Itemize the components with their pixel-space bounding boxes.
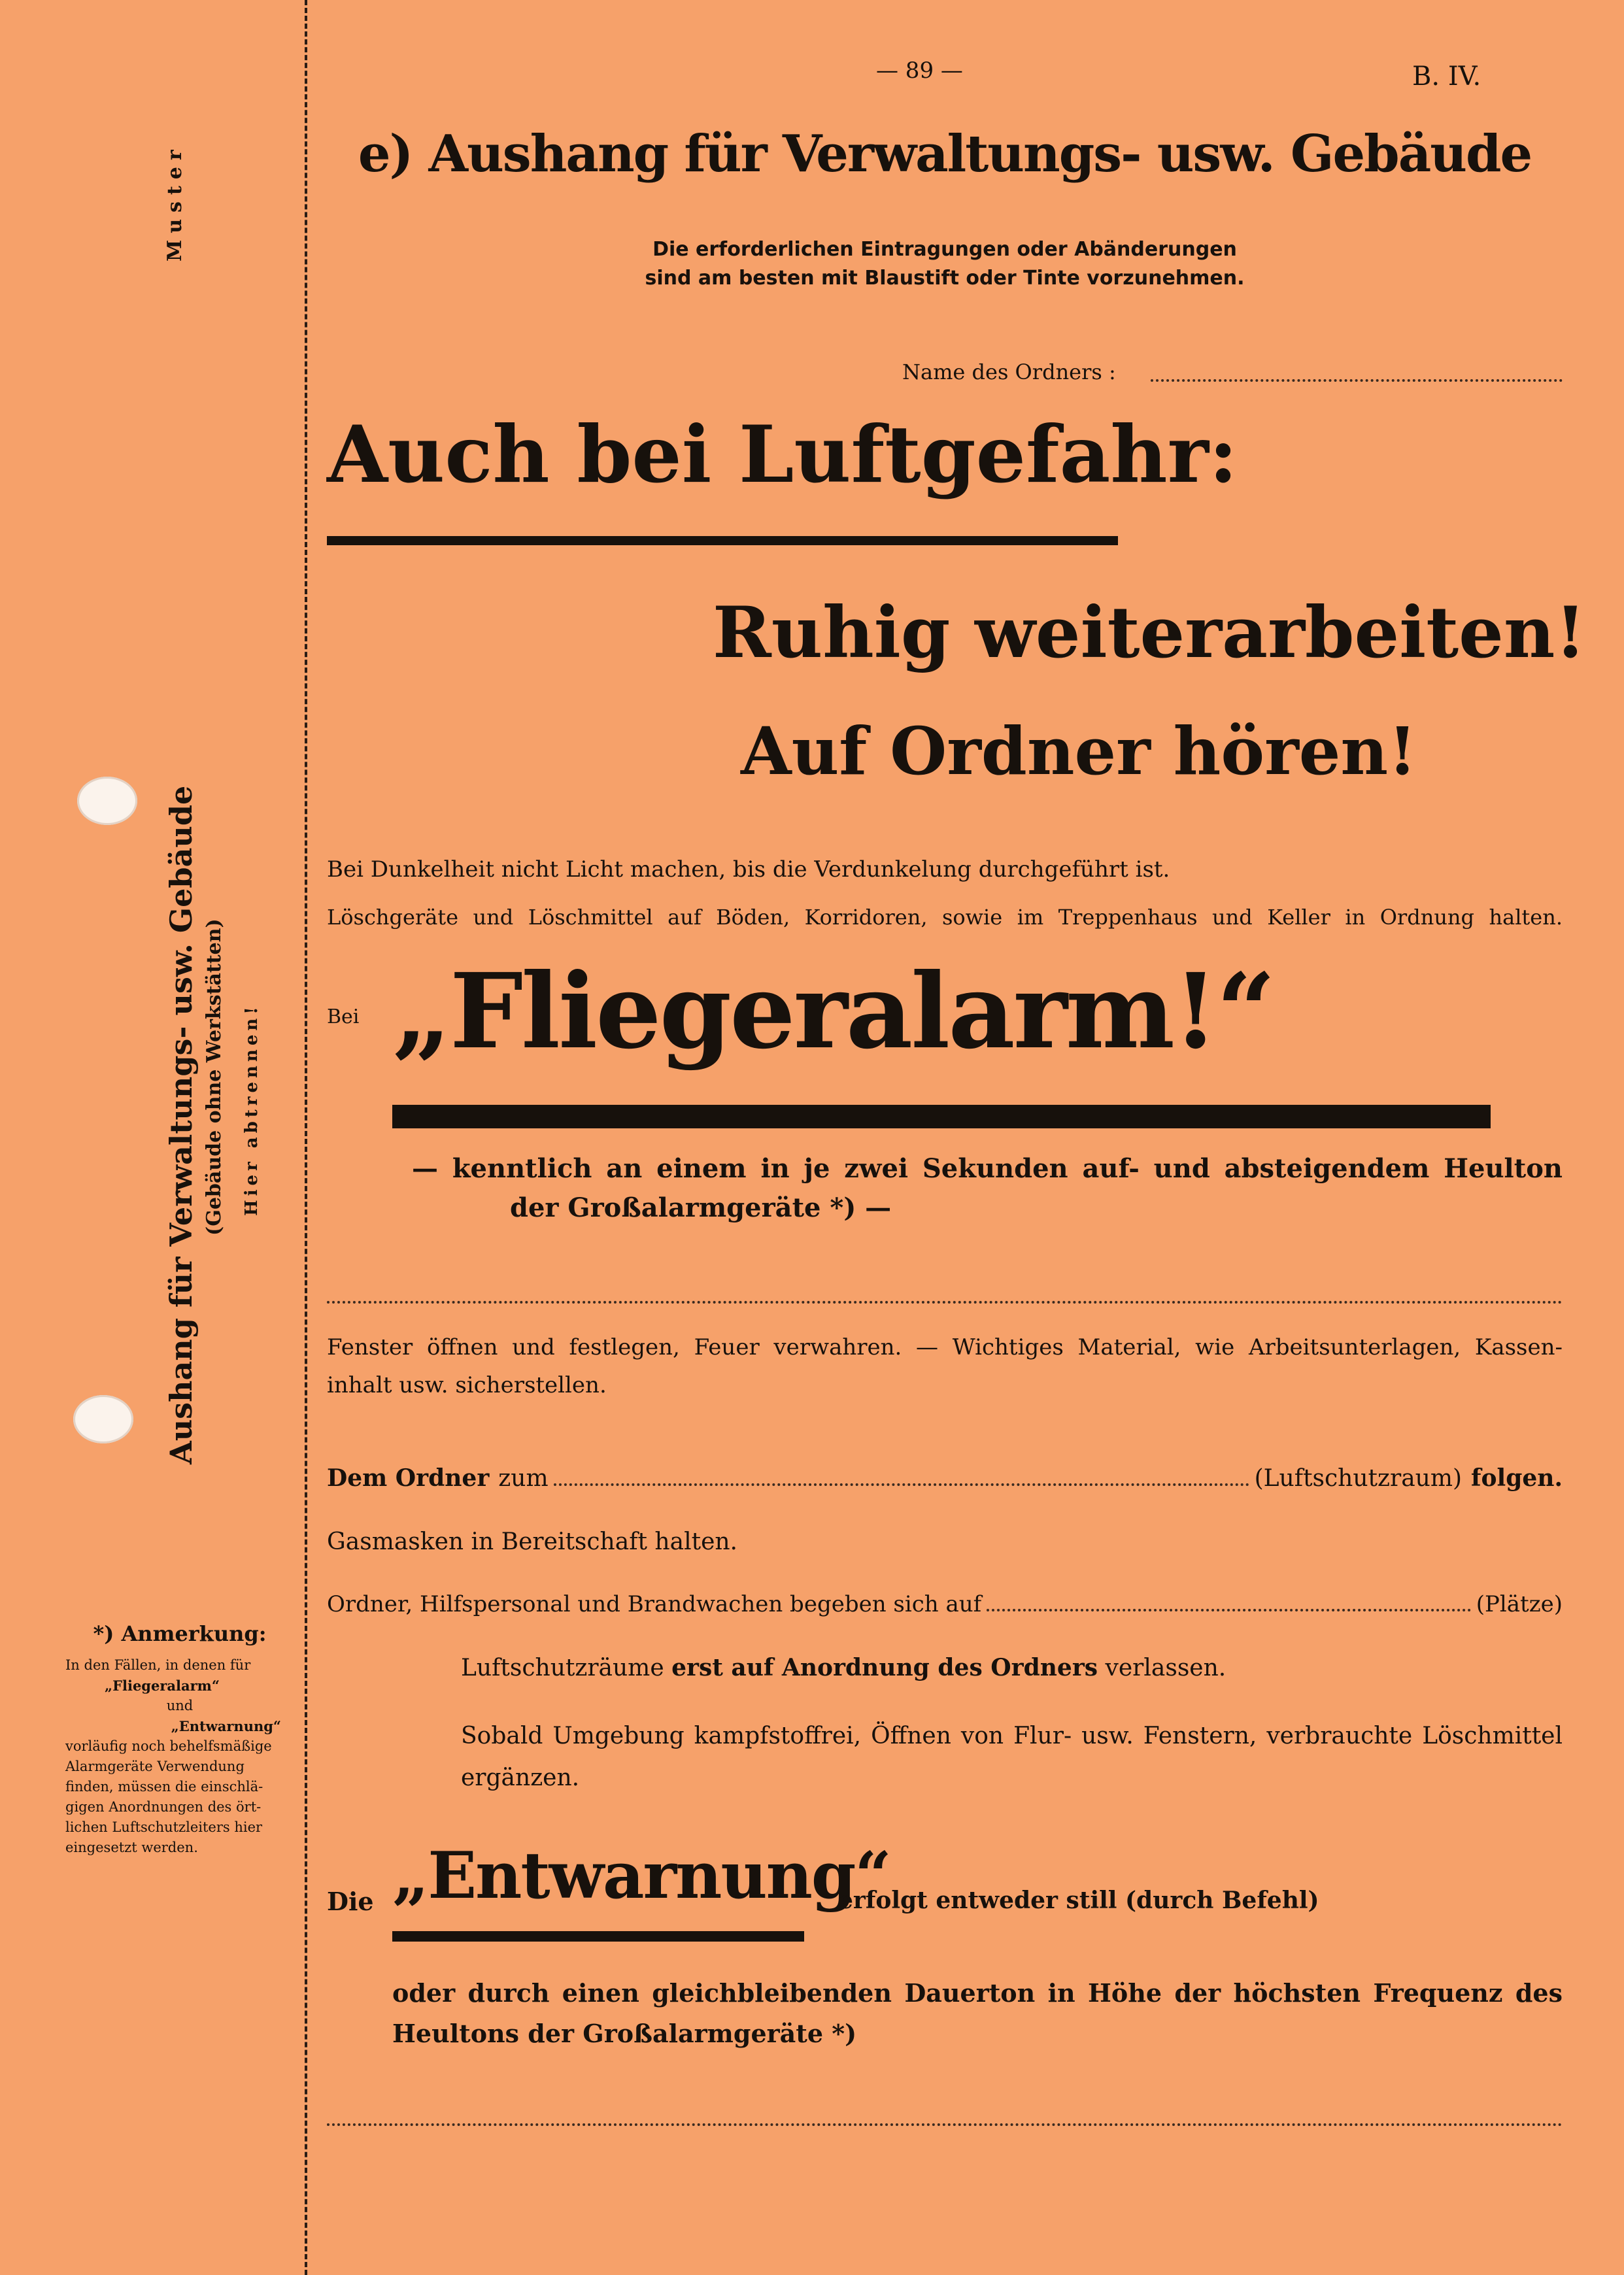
punch-hole [73,1395,133,1443]
plaetze-field[interactable] [987,1609,1471,1611]
instruction-line: Die erforderlichen Eintragungen oder Abänderungen [652,238,1237,261]
sobald-line: Sobald Umgebung kampfstoffrei, Öffnen von Flur- usw. Fenstern, verbrauchte Löschmittel [461,1723,1563,1749]
para-sobald [461,1715,1563,1799]
entwarnung-underline [392,1931,804,1942]
headline-luftgefahr: Auch bei Luftgefahr: [327,409,1238,501]
luftschutzraum-field[interactable] [554,1483,1249,1486]
footnote-line: finden, müssen die einschlä- [65,1779,263,1795]
footnote-line: In den Fällen, in denen für [65,1657,251,1673]
plaetze-label: (Plätze) [1476,1591,1563,1617]
name-field[interactable] [1151,379,1563,382]
fenster-line: inhalt usw. sicherstellen. [327,1372,607,1398]
oder-line: oder durch einen gleichbleibenden Dauerton in Höhe der höchsten Frequenz des [392,1978,1563,2008]
zum-label: zum [498,1465,549,1492]
blank-line[interactable] [327,1301,1563,1304]
headline-ordner: Auf Ordner hören! [741,713,1417,790]
para-gasmasken: Gasmasken in Bereitschaft halten. [327,1528,737,1555]
headline-fliegeralarm: „Fliegeralarm!“ [392,951,1274,1072]
dem-ordner-label: Dem Ordner [327,1464,490,1492]
footnote-line: „Fliegeralarm“ [105,1677,220,1694]
headline-weiterarbeiten: Ruhig weiterarbeiten! [713,592,1586,674]
kenntlich-line: der Großalarmgeräte *) — [510,1192,892,1223]
section-label: B. IV. [1412,61,1481,92]
ordner-hilfs-label: Ordner, Hilfspersonal und Brandwachen begeben sich auf [327,1591,982,1617]
para-luftschutzraeume [461,1654,1226,1681]
luftschutzraum-label: (Luftschutzraum) [1254,1465,1463,1492]
fliegeralarm-bar [392,1105,1491,1128]
footnote-line: „Entwarnung“ [171,1718,281,1734]
para-oder [392,1973,1563,2054]
instruction-line: sind am besten mit Blaustift oder Tinte vorzunehmen. [645,267,1245,290]
page-title: e) Aushang für Verwaltungs- usw. Gebäude [358,124,1532,184]
stub-cut-instruction: Hier abtrennen! [242,1003,262,1216]
kenntlich-line: — kenntlich an einem in je zwei Sekunden auf- und absteigendem Heulton [412,1153,1563,1184]
oder-line: Heultons der Großalarmgeräte *) [392,2019,857,2048]
erfolgt-text: erfolgt entweder still (durch Befehl) [838,1887,1319,1914]
footnote [65,1621,294,1858]
headline-underline [327,536,1118,545]
folgen-label: folgen. [1471,1464,1563,1492]
footnote-line: und [166,1698,194,1713]
luftschutz-text: verlassen. [1105,1655,1226,1681]
fenster-line: Fenster öffnen und festlegen, Feuer verwahren. — Wichtiges Material, wie Arbeitsunterlagen, Kassen- [327,1334,1563,1360]
label-bei: Bei [327,1005,360,1028]
kenntlich-text [412,1149,1563,1228]
footnote-line: gigen Anordnungen des ört- [65,1799,262,1815]
para-fenster [327,1328,1563,1404]
footnote-line: lichen Luftschutzleiters hier [65,1819,263,1835]
footnote-line: vorläufig noch behelfsmäßige [65,1738,272,1754]
footnote-heading: *) Anmerkung: [93,1621,267,1646]
stub-subtitle: (Gebäude ohne Werkstätten) [203,918,226,1236]
footnote-line: eingesetzt werden. [65,1840,198,1855]
para-loeschgeraete: Löschgeräte und Löschmittel auf Böden, Korridoren, sowie im Treppenhaus und Keller in Ordnung halten. [327,905,1563,930]
label-die: Die [327,1887,374,1916]
ordner-hilfs-row [327,1591,1563,1617]
muster-label: Muster [163,143,186,261]
blank-line[interactable] [327,2123,1563,2126]
perforation-line [305,0,307,2275]
instruction [327,235,1563,293]
para-dunkelheit: Bei Dunkelheit nicht Licht machen, bis die Verdunkelung durchgeführt ist. [327,856,1170,883]
punch-hole [77,777,137,825]
sobald-line: ergänzen. [461,1764,580,1791]
luftschutz-text: Luftschutzräume [461,1655,664,1681]
page-number: — 89 — [876,58,963,84]
luftschutz-bold: erst auf Anordnung des Ordners [671,1654,1098,1681]
footnote-line: Alarmgeräte Verwendung [65,1759,245,1774]
stub-title: Aushang für Verwaltungs- usw. Gebäude [163,785,199,1464]
name-label: Name des Ordners : [902,360,1116,384]
dem-ordner-row [327,1464,1563,1492]
headline-entwarnung: „Entwarnung“ [392,1838,890,1913]
